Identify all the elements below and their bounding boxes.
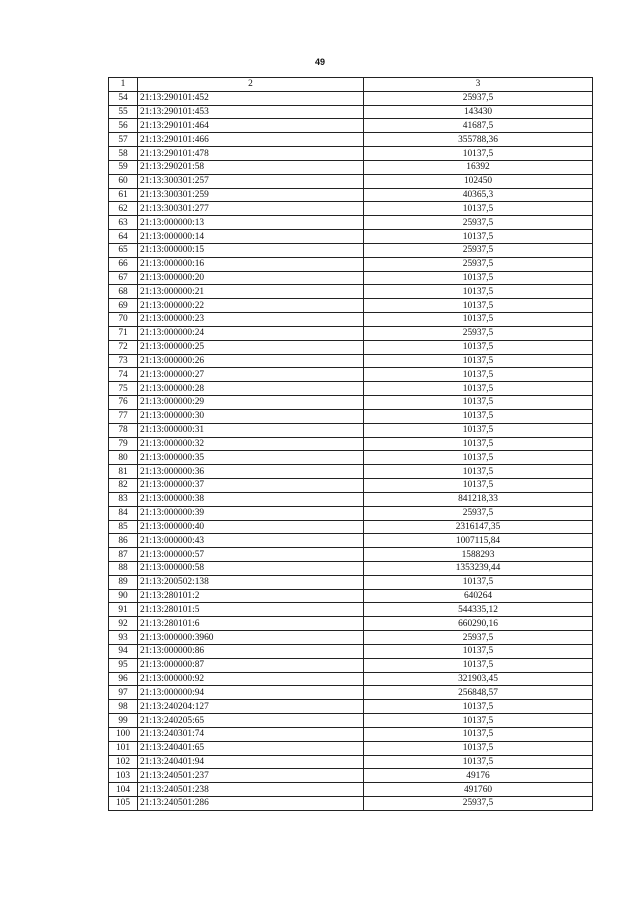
table-row xyxy=(109,105,593,119)
value-cell: 10137,5 xyxy=(364,271,593,285)
row-index-cell: 56 xyxy=(109,119,138,133)
column-header-index: 1 xyxy=(109,78,138,92)
cadastral-number-cell: 21:13:240501:237 xyxy=(138,769,364,783)
value-cell: 10137,5 xyxy=(364,714,593,728)
row-index-cell: 86 xyxy=(109,534,138,548)
row-index-cell: 54 xyxy=(109,91,138,105)
table-row xyxy=(109,368,593,382)
cadastral-number-cell: 21:13:240401:94 xyxy=(138,755,364,769)
cadastral-number-cell: 21:13:000000:20 xyxy=(138,271,364,285)
row-index-cell: 83 xyxy=(109,492,138,506)
table-row xyxy=(109,797,593,811)
table-row xyxy=(109,769,593,783)
row-index-cell: 104 xyxy=(109,783,138,797)
cadastral-number-cell: 21:13:000000:14 xyxy=(138,230,364,244)
row-index-cell: 93 xyxy=(109,631,138,645)
cadastral-value-table xyxy=(108,77,593,811)
table-row xyxy=(109,686,593,700)
cadastral-number-cell: 21:13:000000:26 xyxy=(138,354,364,368)
cadastral-number-cell: 21:13:240401:65 xyxy=(138,741,364,755)
value-cell: 10137,5 xyxy=(364,299,593,313)
row-index-cell: 63 xyxy=(109,216,138,230)
row-index-cell: 94 xyxy=(109,644,138,658)
cadastral-number-cell: 21:13:280101:2 xyxy=(138,589,364,603)
cadastral-number-cell: 21:13:000000:27 xyxy=(138,368,364,382)
row-index-cell: 84 xyxy=(109,506,138,520)
table-row xyxy=(109,479,593,493)
table-row xyxy=(109,603,593,617)
cadastral-number-cell: 21:13:000000:24 xyxy=(138,326,364,340)
cadastral-number-cell: 21:13:000000:37 xyxy=(138,479,364,493)
value-cell: 1588293 xyxy=(364,548,593,562)
value-cell: 256848,57 xyxy=(364,686,593,700)
cadastral-number-cell: 21:13:290101:453 xyxy=(138,105,364,119)
value-cell: 10137,5 xyxy=(364,451,593,465)
value-cell: 355788,36 xyxy=(364,133,593,147)
cadastral-number-cell: 21:13:000000:25 xyxy=(138,340,364,354)
value-cell: 10137,5 xyxy=(364,409,593,423)
row-index-cell: 87 xyxy=(109,548,138,562)
row-index-cell: 96 xyxy=(109,672,138,686)
table-row xyxy=(109,340,593,354)
cadastral-number-cell: 21:13:240501:286 xyxy=(138,797,364,811)
table-row xyxy=(109,188,593,202)
cadastral-number-cell: 21:13:000000:87 xyxy=(138,658,364,672)
table-row xyxy=(109,382,593,396)
table-row xyxy=(109,160,593,174)
value-cell: 41687,5 xyxy=(364,119,593,133)
value-cell: 10137,5 xyxy=(364,575,593,589)
row-index-cell: 97 xyxy=(109,686,138,700)
value-cell: 10137,5 xyxy=(364,230,593,244)
value-cell: 841218,33 xyxy=(364,492,593,506)
value-cell: 10137,5 xyxy=(364,368,593,382)
table-row xyxy=(109,257,593,271)
cadastral-number-cell: 21:13:000000:58 xyxy=(138,561,364,575)
row-index-cell: 73 xyxy=(109,354,138,368)
column-header-value: 3 xyxy=(364,78,593,92)
table-row xyxy=(109,727,593,741)
value-cell: 10137,5 xyxy=(364,700,593,714)
table-row xyxy=(109,548,593,562)
value-cell: 10137,5 xyxy=(364,202,593,216)
value-cell: 321903,45 xyxy=(364,672,593,686)
value-cell: 10137,5 xyxy=(364,465,593,479)
value-cell: 10137,5 xyxy=(364,437,593,451)
table-row xyxy=(109,299,593,313)
cadastral-number-cell: 21:13:000000:39 xyxy=(138,506,364,520)
value-cell: 10137,5 xyxy=(364,741,593,755)
value-cell: 1353239,44 xyxy=(364,561,593,575)
table-row xyxy=(109,589,593,603)
cadastral-number-cell: 21:13:280101:5 xyxy=(138,603,364,617)
table-row xyxy=(109,617,593,631)
column-header-cadastral-number: 2 xyxy=(138,78,364,92)
table-row xyxy=(109,714,593,728)
cadastral-number-cell: 21:13:240301:74 xyxy=(138,727,364,741)
row-index-cell: 61 xyxy=(109,188,138,202)
cadastral-number-cell: 21:13:000000:3960 xyxy=(138,631,364,645)
table-row xyxy=(109,174,593,188)
cadastral-number-cell: 21:13:000000:36 xyxy=(138,465,364,479)
value-cell: 49176 xyxy=(364,769,593,783)
value-cell: 640264 xyxy=(364,589,593,603)
row-index-cell: 69 xyxy=(109,299,138,313)
table-row xyxy=(109,202,593,216)
table-row xyxy=(109,313,593,327)
value-cell: 10137,5 xyxy=(364,479,593,493)
table-row xyxy=(109,741,593,755)
table-row xyxy=(109,147,593,161)
row-index-cell: 70 xyxy=(109,313,138,327)
value-cell: 25937,5 xyxy=(364,216,593,230)
table-row xyxy=(109,534,593,548)
cadastral-number-cell: 21:13:000000:28 xyxy=(138,382,364,396)
row-index-cell: 71 xyxy=(109,326,138,340)
table-row xyxy=(109,271,593,285)
cadastral-number-cell: 21:13:000000:35 xyxy=(138,451,364,465)
row-index-cell: 102 xyxy=(109,755,138,769)
value-cell: 10137,5 xyxy=(364,147,593,161)
row-index-cell: 55 xyxy=(109,105,138,119)
value-cell: 1007115,84 xyxy=(364,534,593,548)
table-row xyxy=(109,133,593,147)
value-cell: 25937,5 xyxy=(364,91,593,105)
row-index-cell: 80 xyxy=(109,451,138,465)
row-index-cell: 62 xyxy=(109,202,138,216)
value-cell: 16392 xyxy=(364,160,593,174)
value-cell: 10137,5 xyxy=(364,354,593,368)
cadastral-number-cell: 21:13:000000:57 xyxy=(138,548,364,562)
value-cell: 10137,5 xyxy=(364,644,593,658)
cadastral-number-cell: 21:13:280101:6 xyxy=(138,617,364,631)
cadastral-number-cell: 21:13:000000:16 xyxy=(138,257,364,271)
row-index-cell: 58 xyxy=(109,147,138,161)
row-index-cell: 77 xyxy=(109,409,138,423)
value-cell: 10137,5 xyxy=(364,396,593,410)
cadastral-number-cell: 21:13:240501:238 xyxy=(138,783,364,797)
row-index-cell: 74 xyxy=(109,368,138,382)
table-row xyxy=(109,91,593,105)
cadastral-number-cell: 21:13:240205:65 xyxy=(138,714,364,728)
value-cell: 25937,5 xyxy=(364,243,593,257)
value-cell: 25937,5 xyxy=(364,257,593,271)
value-cell: 491760 xyxy=(364,783,593,797)
value-cell: 40365,3 xyxy=(364,188,593,202)
cadastral-number-cell: 21:13:000000:31 xyxy=(138,423,364,437)
cadastral-number-cell: 21:13:000000:40 xyxy=(138,520,364,534)
table-row xyxy=(109,119,593,133)
table-row xyxy=(109,575,593,589)
row-index-cell: 68 xyxy=(109,285,138,299)
value-cell: 10137,5 xyxy=(364,755,593,769)
table-row xyxy=(109,465,593,479)
row-index-cell: 66 xyxy=(109,257,138,271)
cadastral-number-cell: 21:13:240204:127 xyxy=(138,700,364,714)
table-row xyxy=(109,658,593,672)
table-row xyxy=(109,631,593,645)
row-index-cell: 91 xyxy=(109,603,138,617)
value-cell: 2316147,35 xyxy=(364,520,593,534)
cadastral-number-cell: 21:13:000000:23 xyxy=(138,313,364,327)
table-row xyxy=(109,437,593,451)
cadastral-number-cell: 21:13:000000:94 xyxy=(138,686,364,700)
table-row xyxy=(109,561,593,575)
row-index-cell: 72 xyxy=(109,340,138,354)
row-index-cell: 101 xyxy=(109,741,138,755)
row-index-cell: 67 xyxy=(109,271,138,285)
table-row xyxy=(109,216,593,230)
table-row xyxy=(109,423,593,437)
table-row xyxy=(109,700,593,714)
row-index-cell: 98 xyxy=(109,700,138,714)
table-row xyxy=(109,451,593,465)
row-index-cell: 64 xyxy=(109,230,138,244)
row-index-cell: 78 xyxy=(109,423,138,437)
cadastral-number-cell: 21:13:000000:92 xyxy=(138,672,364,686)
cadastral-number-cell: 21:13:000000:13 xyxy=(138,216,364,230)
cadastral-number-cell: 21:13:000000:21 xyxy=(138,285,364,299)
cadastral-number-cell: 21:13:000000:32 xyxy=(138,437,364,451)
table-row xyxy=(109,354,593,368)
value-cell: 10137,5 xyxy=(364,658,593,672)
cadastral-number-cell: 21:13:290101:464 xyxy=(138,119,364,133)
table-row xyxy=(109,783,593,797)
cadastral-number-cell: 21:13:300301:257 xyxy=(138,174,364,188)
cadastral-number-cell: 21:13:000000:30 xyxy=(138,409,364,423)
cadastral-number-cell: 21:13:200502:138 xyxy=(138,575,364,589)
row-index-cell: 75 xyxy=(109,382,138,396)
table-row xyxy=(109,409,593,423)
row-index-cell: 90 xyxy=(109,589,138,603)
row-index-cell: 81 xyxy=(109,465,138,479)
cadastral-number-cell: 21:13:290201:58 xyxy=(138,160,364,174)
value-cell: 102450 xyxy=(364,174,593,188)
cadastral-number-cell: 21:13:300301:259 xyxy=(138,188,364,202)
value-cell: 544335,12 xyxy=(364,603,593,617)
table-row xyxy=(109,644,593,658)
value-cell: 25937,5 xyxy=(364,326,593,340)
row-index-cell: 100 xyxy=(109,727,138,741)
value-cell: 10137,5 xyxy=(364,423,593,437)
table-row xyxy=(109,492,593,506)
row-index-cell: 82 xyxy=(109,479,138,493)
table-row xyxy=(109,506,593,520)
row-index-cell: 99 xyxy=(109,714,138,728)
value-cell: 10137,5 xyxy=(364,340,593,354)
table-row xyxy=(109,326,593,340)
table-row xyxy=(109,672,593,686)
row-index-cell: 88 xyxy=(109,561,138,575)
cadastral-number-cell: 21:13:000000:43 xyxy=(138,534,364,548)
row-index-cell: 92 xyxy=(109,617,138,631)
cadastral-number-cell: 21:13:000000:38 xyxy=(138,492,364,506)
value-cell: 10137,5 xyxy=(364,285,593,299)
table-header-row xyxy=(109,78,593,92)
cadastral-number-cell: 21:13:290101:478 xyxy=(138,147,364,161)
row-index-cell: 89 xyxy=(109,575,138,589)
cadastral-number-cell: 21:13:290101:452 xyxy=(138,91,364,105)
table-row xyxy=(109,396,593,410)
value-cell: 25937,5 xyxy=(364,506,593,520)
table-row xyxy=(109,230,593,244)
value-cell: 10137,5 xyxy=(364,382,593,396)
table-row xyxy=(109,243,593,257)
value-cell: 25937,5 xyxy=(364,797,593,811)
cadastral-number-cell: 21:13:000000:15 xyxy=(138,243,364,257)
row-index-cell: 60 xyxy=(109,174,138,188)
cadastral-number-cell: 21:13:000000:22 xyxy=(138,299,364,313)
table-row xyxy=(109,285,593,299)
value-cell: 25937,5 xyxy=(364,631,593,645)
cadastral-number-cell: 21:13:000000:86 xyxy=(138,644,364,658)
row-index-cell: 95 xyxy=(109,658,138,672)
table-row xyxy=(109,755,593,769)
cadastral-number-cell: 21:13:300301:277 xyxy=(138,202,364,216)
row-index-cell: 105 xyxy=(109,797,138,811)
table-body xyxy=(109,91,593,810)
page-number: 49 xyxy=(314,57,325,67)
value-cell: 10137,5 xyxy=(364,313,593,327)
row-index-cell: 59 xyxy=(109,160,138,174)
row-index-cell: 57 xyxy=(109,133,138,147)
value-cell: 660290,16 xyxy=(364,617,593,631)
cadastral-number-cell: 21:13:000000:29 xyxy=(138,396,364,410)
row-index-cell: 76 xyxy=(109,396,138,410)
row-index-cell: 103 xyxy=(109,769,138,783)
value-cell: 143430 xyxy=(364,105,593,119)
value-cell: 10137,5 xyxy=(364,727,593,741)
cadastral-number-cell: 21:13:290101:466 xyxy=(138,133,364,147)
table-row xyxy=(109,520,593,534)
row-index-cell: 79 xyxy=(109,437,138,451)
row-index-cell: 85 xyxy=(109,520,138,534)
row-index-cell: 65 xyxy=(109,243,138,257)
